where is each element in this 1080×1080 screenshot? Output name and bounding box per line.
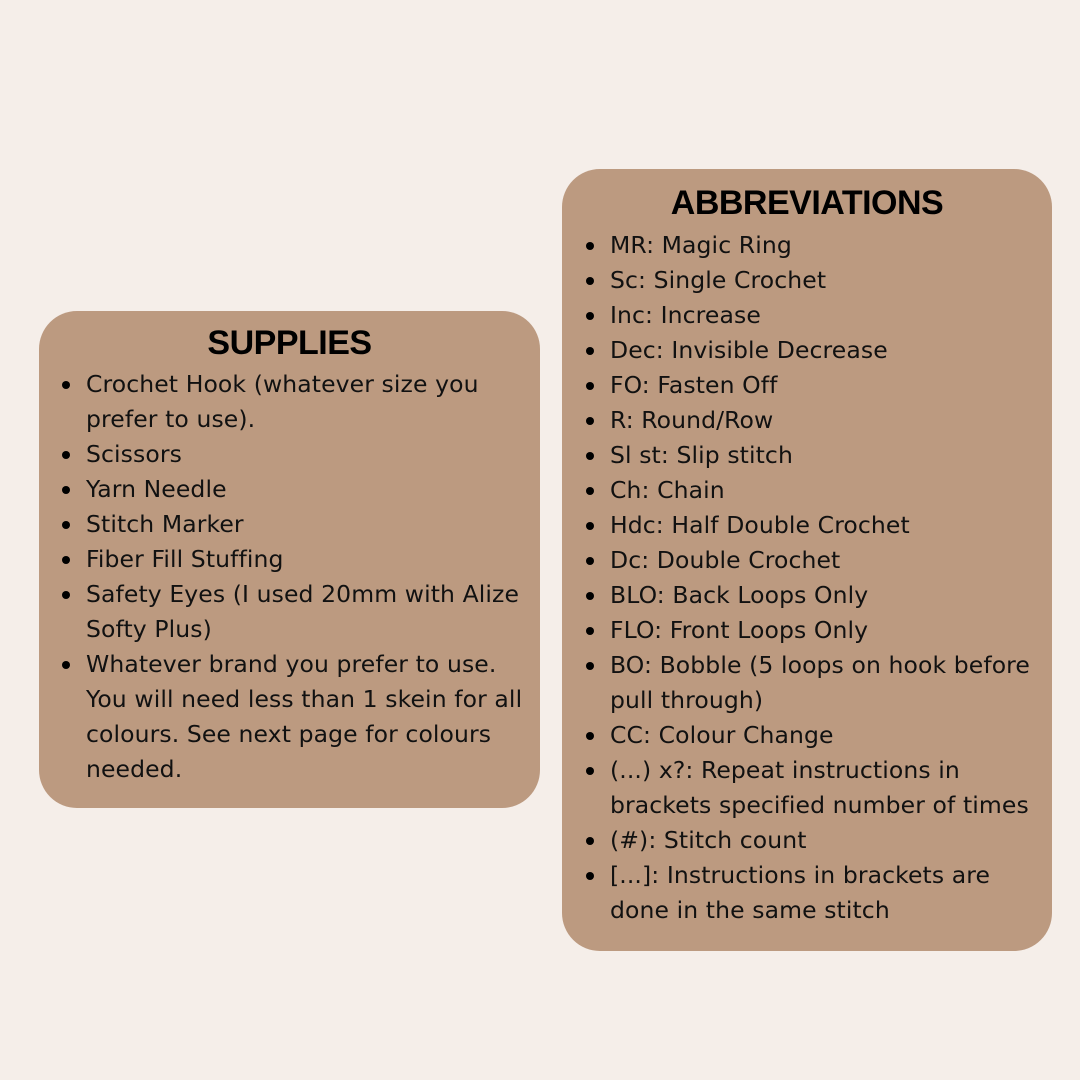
list-item-text: [...]: Instructions in brackets are done in the same stitch [610, 861, 991, 924]
bullet-icon [586, 382, 594, 390]
bullet-icon [586, 837, 594, 845]
bullet-icon [586, 487, 594, 495]
list-item-text: Crochet Hook (whatever size you prefer to use). [86, 370, 479, 433]
list-item [86, 542, 536, 577]
bullet-icon [62, 486, 70, 494]
abbreviations-list [610, 228, 1050, 928]
bullet-icon [586, 522, 594, 530]
list-item-text: Whatever brand you prefer to use. You will need less than 1 skein for all colours. See next page for colours needed. [86, 650, 523, 783]
bullet-icon [586, 242, 594, 250]
list-item-text: (#): Stitch count [610, 826, 807, 854]
list-item [86, 507, 536, 542]
list-item-text: Safety Eyes (I used 20mm with Alize Softy Plus) [86, 580, 520, 643]
list-item [610, 473, 1050, 508]
list-item-text: Stitch Marker [86, 510, 244, 538]
abbreviations-card [562, 169, 1052, 951]
list-item-text: CC: Colour Change [610, 721, 834, 749]
list-item-text: BLO: Back Loops Only [610, 581, 869, 609]
bullet-icon [586, 592, 594, 600]
list-item-text: Sc: Single Crochet [610, 266, 827, 294]
list-item-text: (...) x?: Repeat instructions in brackets specified number of times [610, 756, 1029, 819]
bullet-icon [586, 767, 594, 775]
bullet-icon [586, 347, 594, 355]
list-item-text: BO: Bobble (5 loops on hook before pull through) [610, 651, 1030, 714]
list-item [610, 613, 1050, 648]
bullet-icon [62, 591, 70, 599]
list-item-text: Scissors [86, 440, 182, 468]
list-item [610, 543, 1050, 578]
list-item-text: Dec: Invisible Decrease [610, 336, 888, 364]
bullet-icon [586, 277, 594, 285]
list-item [610, 823, 1050, 858]
list-item [610, 858, 1050, 928]
list-item-text: Sl st: Slip stitch [610, 441, 793, 469]
list-item-text: FO: Fasten Off [610, 371, 778, 399]
bullet-icon [586, 417, 594, 425]
supplies-list [86, 367, 536, 787]
bullet-icon [586, 557, 594, 565]
list-item [610, 333, 1050, 368]
list-item [610, 403, 1050, 438]
list-item-text: Dc: Double Crochet [610, 546, 841, 574]
list-item [610, 648, 1050, 718]
list-item [86, 647, 536, 787]
list-item [610, 263, 1050, 298]
list-item [610, 578, 1050, 613]
bullet-icon [586, 732, 594, 740]
list-item [86, 577, 536, 647]
list-item-text: Ch: Chain [610, 476, 725, 504]
list-item [610, 508, 1050, 543]
bullet-icon [62, 451, 70, 459]
list-item-text: FLO: Front Loops Only [610, 616, 869, 644]
list-item-text: Fiber Fill Stuffing [86, 545, 284, 573]
list-item-text: Yarn Needle [86, 475, 227, 503]
bullet-icon [62, 521, 70, 529]
list-item-text: Hdc: Half Double Crochet [610, 511, 910, 539]
list-item [86, 367, 536, 437]
list-item [610, 228, 1050, 263]
list-item [610, 368, 1050, 403]
list-item [86, 437, 536, 472]
bullet-icon [586, 452, 594, 460]
supplies-title: SUPPLIES [207, 324, 372, 362]
list-item [86, 472, 536, 507]
list-item-text: R: Round/Row [610, 406, 774, 434]
list-item [610, 438, 1050, 473]
list-item [610, 753, 1050, 823]
list-item-text: Inc: Increase [610, 301, 761, 329]
list-item-text: MR: Magic Ring [610, 231, 792, 259]
list-item [610, 298, 1050, 333]
supplies-card [39, 311, 540, 808]
bullet-icon [62, 661, 70, 669]
bullet-icon [586, 872, 594, 880]
abbreviations-title: ABBREVIATIONS [670, 184, 944, 222]
bullet-icon [586, 627, 594, 635]
bullet-icon [586, 312, 594, 320]
bullet-icon [586, 662, 594, 670]
bullet-icon [62, 381, 70, 389]
list-item [610, 718, 1050, 753]
bullet-icon [62, 556, 70, 564]
